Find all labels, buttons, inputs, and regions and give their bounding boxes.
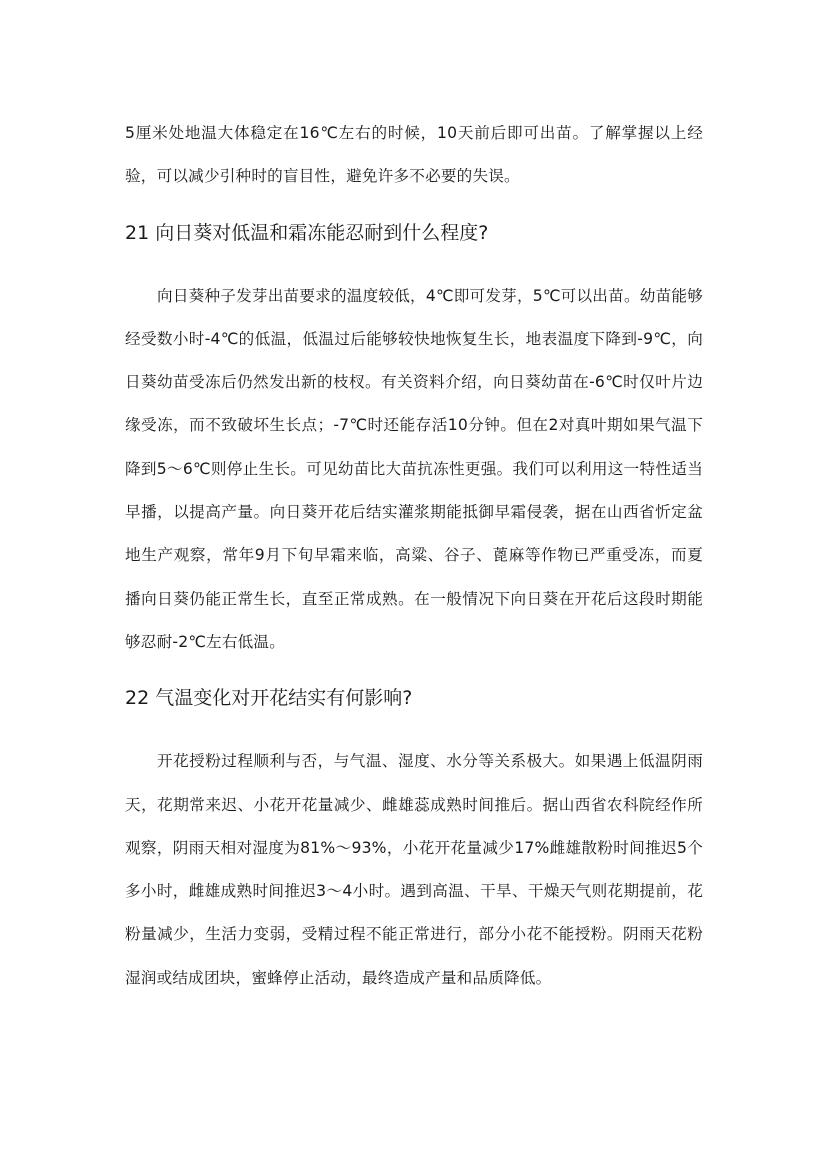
document-body [125,112,703,1000]
section-21-heading: 21 向日葵对低温和霜冻能忍耐到什么程度? [125,221,489,244]
section-22-heading: 22 气温变化对开花结实有何影响? [125,687,413,710]
intro-paragraph: 5厘米处地温大体稳定在16℃左右的时候，10天前后即可出苗。了解掌握以上经验，可以减少引种时的盲目性，避免许多不必要的失误。 [125,124,703,186]
section-22-paragraph: 开花授粉过程顺利与否，与气温、湿度、水分等关系极大。如果遇上低温阴雨天，花期常来迟、小花开花量减少、雌雄蕊成熟时间推后。据山西省农科院经作所观察，阴雨天相对湿度为81%～93%，小花开花量减少17%雌雄散粉时间推迟5个多小时，雌雄成熟时间推迟3～4小时。遇到高温、干旱、干燥天气则花期提前，花粉量减少，生活力变弱，受精过程不能正常进行，部分小花不能授粉。阴雨天花粉湿润或结成团块，蜜蜂停止活动，最终造成产量和品质降低。 [125,752,703,987]
section-21-paragraph: 向日葵种子发芽出苗要求的温度较低，4℃即可发芽，5℃可以出苗。幼苗能够经受数小时-4℃的低温，低温过后能够较快地恢复生长，地表温度下降到-9℃，向日葵幼苗受冻后仍然发出新的枝杈。有关资料介绍，向日葵幼苗在-6℃时仅叶片边缘受冻，而不致破坏生长点；-7℃时还能存活10分钟。但在2对真叶期如果气温下降到5～6℃则停止生长。可见幼苗比大苗抗冻性更强。我们可以利用这一特性适当早播，以提高产量。向日葵开花后结实灌浆期能抵御早霜侵袭，据在山西省忻定盆地生产观察，常年9月下旬早霜来临，高粱、谷子、蓖麻等作物已严重受冻，而夏播向日葵仍能正常生长，直至正常成熟。在一般情况下向日葵在开花后这段时期能够忍耐-2℃左右低温。 [125,286,703,651]
